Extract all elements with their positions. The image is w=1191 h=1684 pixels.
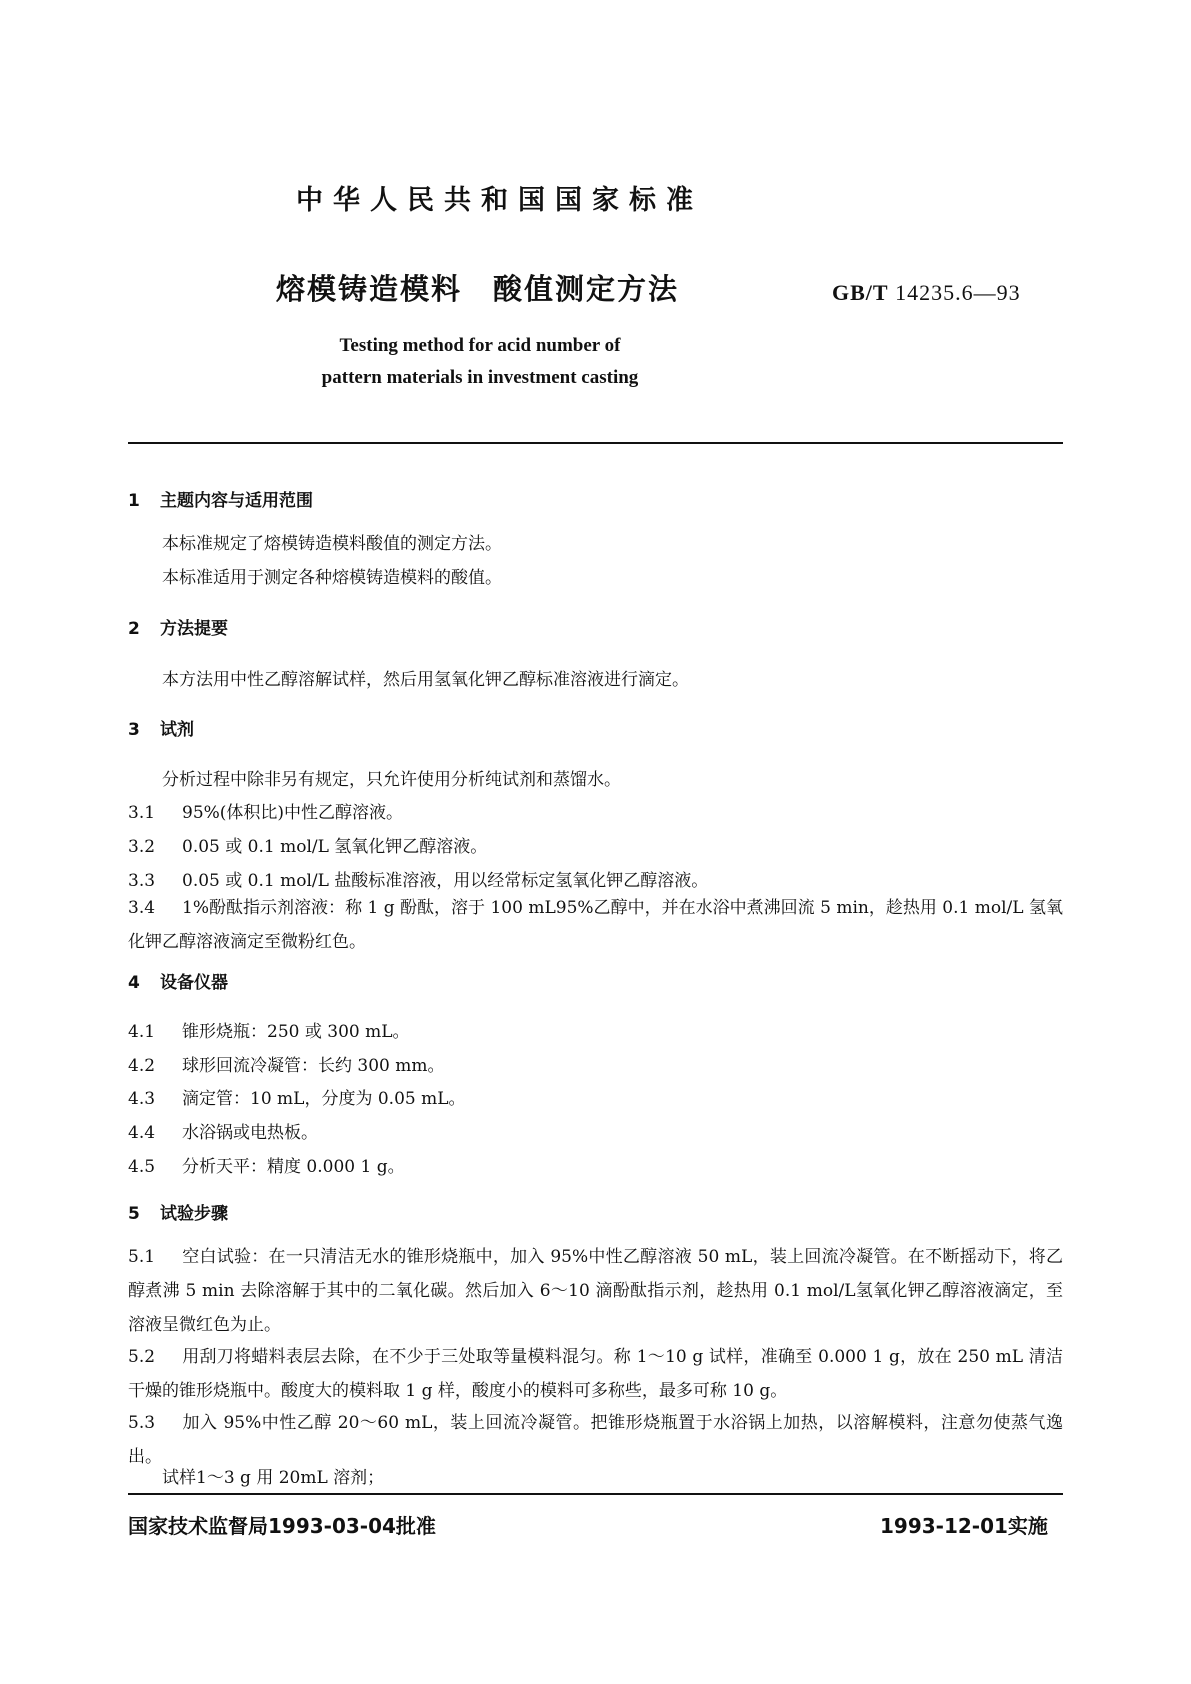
section-1-heading [128,486,313,511]
item-number: 4.1 [128,1022,156,1042]
section-3-paragraph-1: 分析过程中除非另有规定，只允许使用分析纯试剂和蒸馏水。 [162,770,621,790]
header-divider [128,442,1063,444]
item-3-1 [128,798,403,823]
implementation-date: 1993-12-01实施 [880,1514,1048,1538]
document-title-cn: 熔模铸造模料 酸值测定方法 [276,272,680,306]
item-3-2 [128,832,487,857]
item-4-4 [128,1118,318,1143]
section-title: 试剂 [160,720,194,740]
item-text: 1%酚酞指示剂溶液：称 1 g 酚酞，溶于 100 mL95%乙醇中，并在水浴中煮沸回流 5 min，趁热用 0.1 mol/L 氢氧化钾乙醇溶液滴定至微粉红色。 [128,898,1063,952]
section-number: 3 [128,720,140,740]
item-3-4 [128,891,1063,959]
section-5-note: 试样1～3 g 用 20mL 溶剂； [162,1468,385,1488]
standard-code-number: 14235.6—93 [895,280,1021,305]
section-title: 方法提要 [160,619,228,639]
item-number: 5.1 [128,1247,156,1267]
item-text: 0.05 或 0.1 mol/L 氢氧化钾乙醇溶液。 [182,837,488,857]
document-title-en [295,330,665,394]
section-2-heading [128,614,228,639]
item-number: 3.2 [128,837,156,857]
title-en-line1: Testing method for acid number of [339,335,621,356]
standard-code-prefix: GB/T [832,280,889,305]
section-3-heading [128,715,194,740]
item-5-1 [128,1240,1063,1342]
standard-code [832,280,1021,306]
national-standard-title: 中华人民共和国国家标准 [296,185,703,216]
item-text: 滴定管：10 mL，分度为 0.05 mL。 [182,1089,466,1109]
item-number: 4.2 [128,1056,156,1076]
item-number: 5.2 [128,1347,156,1367]
item-number: 4.4 [128,1123,156,1143]
item-text: 分析天平：精度 0.000 1 g。 [182,1157,405,1177]
item-text: 加入 95%中性乙醇 20～60 mL，装上回流冷凝管。把锥形烧瓶置于水浴锅上加热，以溶解模料，注意勿使蒸气逸出。 [128,1413,1063,1467]
approval-date: 国家技术监督局1993-03-04批准 [128,1514,436,1538]
item-text: 95%(体积比)中性乙醇溶液。 [182,803,404,823]
section-number: 2 [128,619,140,639]
item-4-1 [128,1017,410,1042]
item-text: 空白试验：在一只清洁无水的锥形烧瓶中，加入 95%中性乙醇溶液 50 mL，装上回流冷凝管。在不断摇动下，将乙醇煮沸 5 min 去除溶解于其中的二氧化碳。然后加入 6～10 滴酚酞指示剂，趁热用 0.1 mol/L氢氧化钾乙醇溶液滴定，至溶液呈微红色为止。 [128,1247,1063,1335]
item-number: 4.3 [128,1089,156,1109]
item-3-3 [128,866,708,891]
section-4-heading [128,968,228,993]
section-number: 1 [128,491,140,511]
item-text: 用刮刀将蜡料表层去除，在不少于三处取等量模料混匀。称 1～10 g 试样，准确至 0.000 1 g，放在 250 mL 清洁干燥的锥形烧瓶中。酸度大的模料取 1 g 样，酸度小的模料可多称些，最多可称 10 g。 [128,1347,1063,1401]
item-5-2 [128,1340,1063,1408]
section-number: 4 [128,973,140,993]
item-number: 4.5 [128,1157,156,1177]
item-text: 锥形烧瓶：250 或 300 mL。 [182,1022,410,1042]
section-title: 试验步骤 [160,1204,228,1224]
item-number: 5.3 [128,1413,156,1433]
item-number: 3.4 [128,898,156,918]
item-text: 球形回流冷凝管：长约 300 mm。 [182,1056,445,1076]
title-en-line2: pattern materials in investment casting [321,367,639,388]
section-1-paragraph-2: 本标准适用于测定各种熔模铸造模料的酸值。 [162,568,502,588]
footer-divider [128,1493,1063,1495]
item-text: 0.05 或 0.1 mol/L 盐酸标准溶液，用以经常标定氢氧化钾乙醇溶液。 [182,871,709,891]
section-title: 主题内容与适用范围 [160,491,313,511]
item-number: 3.1 [128,803,156,823]
item-text: 水浴锅或电热板。 [182,1123,318,1143]
section-2-paragraph-1: 本方法用中性乙醇溶解试样，然后用氢氧化钾乙醇标准溶液进行滴定。 [162,670,689,690]
section-1-paragraph-1: 本标准规定了熔模铸造模料酸值的测定方法。 [162,534,502,554]
item-4-2 [128,1051,445,1076]
section-5-heading [128,1199,228,1224]
item-4-3 [128,1084,466,1109]
section-number: 5 [128,1204,140,1224]
section-title: 设备仪器 [160,973,228,993]
item-4-5 [128,1152,405,1177]
item-number: 3.3 [128,871,156,891]
